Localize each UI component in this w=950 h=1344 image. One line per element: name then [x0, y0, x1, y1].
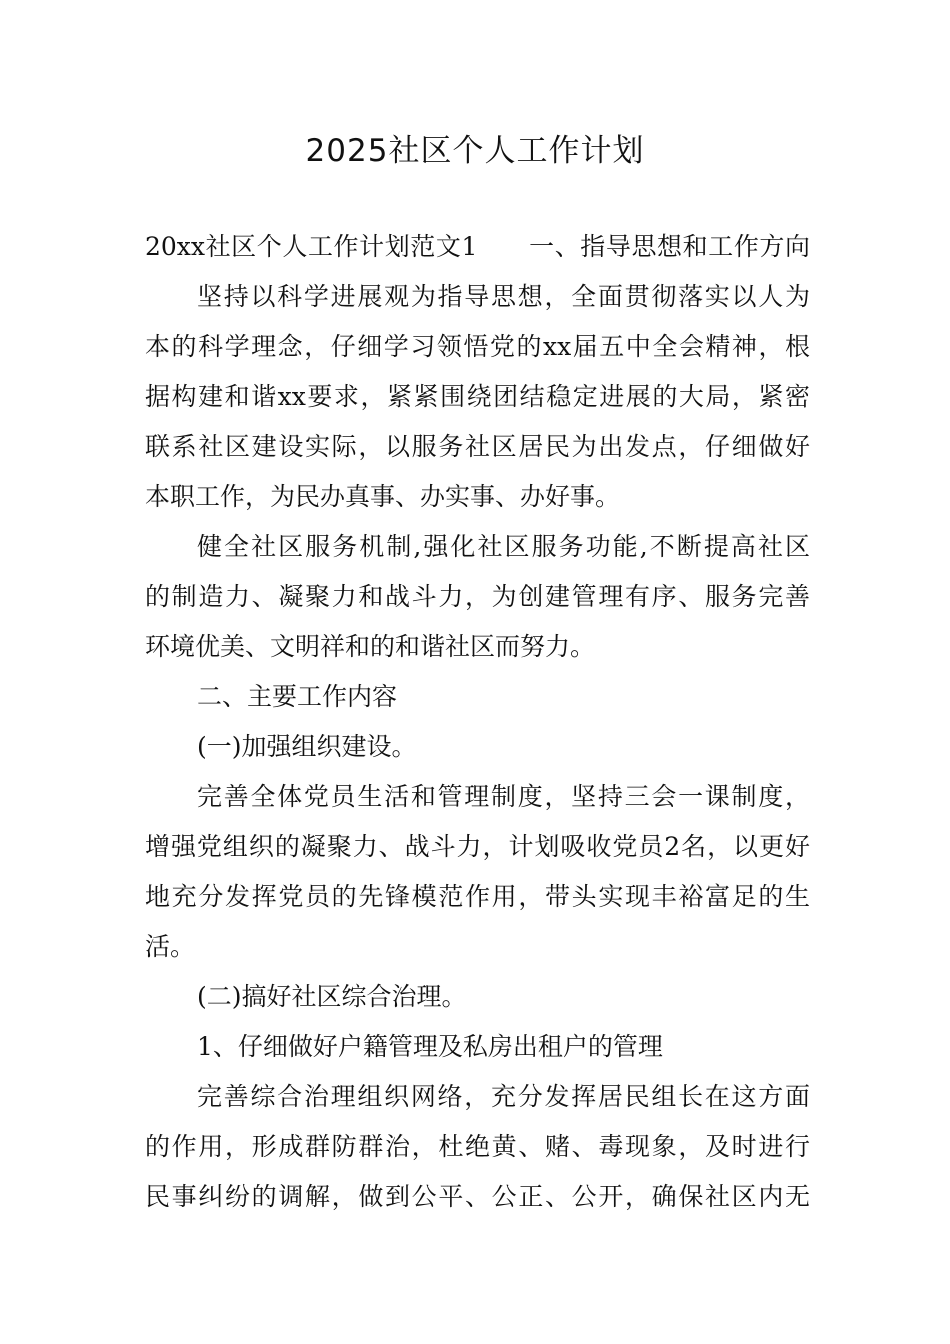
text-line: 民事纠纷的调解，做到公平、公正、公开，确保社区内无	[145, 1182, 810, 1211]
text-line: 据构建和谐xx要求，紧紧围绕团结稳定进展的大局，紧密	[145, 382, 810, 411]
text-line: 完善综合治理组织网络，充分发挥居民组长在这方面	[197, 1082, 810, 1111]
text-line: 活。	[145, 932, 196, 961]
text-line: 完善全体党员生活和管理制度，坚持三会一课制度，	[197, 782, 810, 811]
text-line: 的制造力、凝聚力和战斗力，为创建管理有序、服务完善	[145, 582, 810, 611]
subsection-heading: (二)搞好社区综合治理。	[197, 982, 467, 1011]
section-heading: 二、主要工作内容	[197, 682, 398, 711]
subsection-heading: (一)加强组织建设。	[197, 732, 417, 761]
text-line: 增强党组织的凝聚力、战斗力，计划吸收党员2名，以更好	[145, 832, 810, 861]
text-line: 环境优美、文明祥和的和谐社区而努力。	[145, 632, 596, 661]
text-line: 健全社区服务机制,强化社区服务功能,不断提高社区	[197, 532, 810, 561]
text-line: 坚持以科学进展观为指导思想，全面贯彻落实以人为	[197, 282, 810, 311]
document-body	[145, 222, 810, 1222]
item-heading: 1、仔细做好户籍管理及私房出租户的管理	[197, 1032, 663, 1061]
text-line: 的作用，形成群防群治，杜绝黄、赌、毒现象，及时进行	[145, 1132, 810, 1161]
document-title: 2025社区个人工作计划	[305, 133, 645, 169]
text-line: 本职工作，为民办真事、办实事、办好事。	[145, 482, 621, 511]
text-line: 20xx社区个人工作计划范文1 一、指导思想和工作方向	[145, 232, 810, 261]
text-line: 地充分发挥党员的先锋模范作用，带头实现丰裕富足的生	[145, 882, 810, 911]
text-line: 联系社区建设实际，以服务社区居民为出发点，仔细做好	[145, 432, 810, 461]
text-line: 本的科学理念，仔细学习领悟党的xx届五中全会精神，根	[145, 332, 810, 361]
